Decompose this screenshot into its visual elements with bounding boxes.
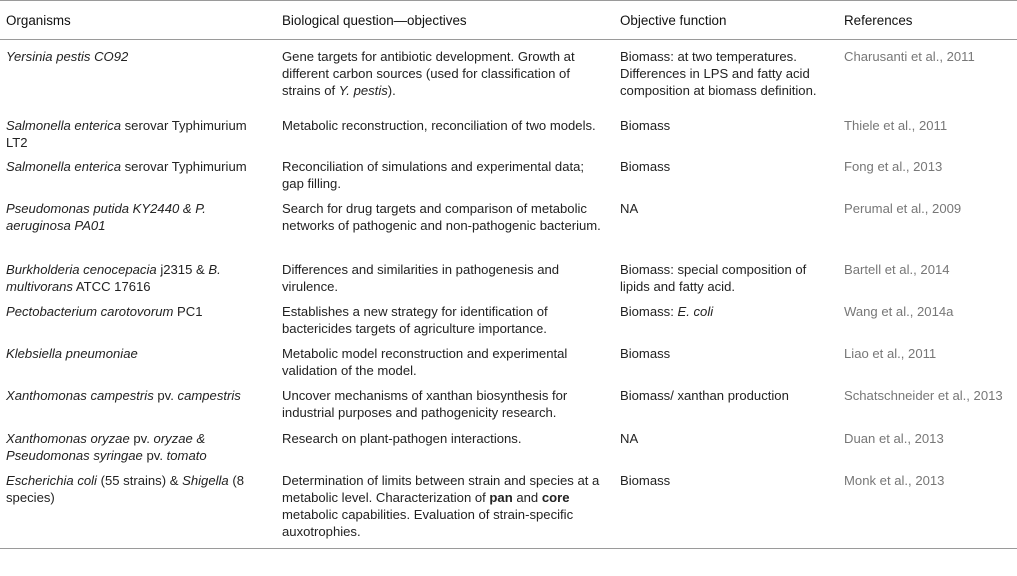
header-objective: Objective function bbox=[614, 1, 838, 40]
cell-reference: Fong et al., 2013 bbox=[844, 158, 943, 174]
cell-organism: Xanthomonas campestris pv. campestris bbox=[6, 387, 241, 403]
table-row bbox=[0, 339, 1017, 381]
cell-organism: Yersinia pestis CO92 bbox=[6, 49, 129, 64]
cell-reference: Schatschneider et al., 2013 bbox=[844, 387, 1003, 403]
cell-reference: Thiele et al., 2011 bbox=[844, 117, 948, 133]
table-row bbox=[0, 109, 1017, 152]
cell-question: Uncover mechanisms of xanthan biosynthesis for industrial purposes and pathogenicity research. bbox=[282, 387, 568, 420]
cell-question: Metabolic reconstruction, reconciliation of two models. bbox=[282, 117, 596, 133]
cell-objective: Biomass/ xanthan production bbox=[620, 387, 789, 403]
cell-organism: Burkholderia cenocepacia j2315 & B. multivorans ATCC 17616 bbox=[6, 261, 221, 294]
cell-question: Reconciliation of simulations and experimental data; gap filling. bbox=[282, 158, 585, 191]
cell-objective: Biomass: E. coli bbox=[620, 303, 714, 319]
cell-objective: NA bbox=[620, 200, 639, 216]
header-organisms: Organisms bbox=[0, 1, 276, 40]
cell-reference: Duan et al., 2013 bbox=[844, 430, 944, 446]
cell-organism: Salmonella enterica serovar Typhimurium bbox=[6, 158, 247, 174]
cell-question: Determination of limits between strain and species at a metabolic level. Characterization of pan and core metabolic capabilities. Evaluation of strain-specific auxotrophies. bbox=[276, 466, 614, 549]
table-row bbox=[0, 40, 1017, 109]
cell-reference: Liao et al., 2011 bbox=[844, 345, 937, 361]
cell-question: Differences and similarities in pathogenesis and virulence. bbox=[282, 261, 560, 294]
cell-question: Establishes a new strategy for identification of bactericides targets of agriculture importance. bbox=[282, 303, 548, 336]
cell-reference: Bartell et al., 2014 bbox=[844, 261, 950, 277]
table-row bbox=[0, 466, 1017, 549]
cell-question: Gene targets for antibiotic development. Growth at different carbon sources (used for classification of strains of Y. pestis). bbox=[282, 49, 575, 98]
cell-organism: Pseudomonas putida KY2440 & P. aeruginosa PA01 bbox=[6, 200, 206, 233]
cell-reference: Wang et al., 2014a bbox=[844, 303, 954, 319]
cell-organism: Xanthomonas oryzae pv. oryzae & Pseudomonas syringae pv. tomato bbox=[6, 430, 207, 463]
table-row bbox=[0, 297, 1017, 339]
cell-objective: Biomass bbox=[620, 117, 671, 133]
cell-objective: NA bbox=[620, 430, 639, 446]
cell-objective: Biomass bbox=[620, 345, 671, 361]
cell-question: Search for drug targets and comparison of metabolic networks of pathogenic and non-pathogenic bacterium. bbox=[282, 200, 601, 233]
cell-organism: Escherichia coli (55 strains) & Shigella (8 species) bbox=[0, 466, 276, 549]
cell-organism: Pectobacterium carotovorum PC1 bbox=[6, 303, 203, 319]
cell-reference: Perumal et al., 2009 bbox=[844, 200, 962, 216]
table-row bbox=[0, 194, 1017, 255]
header-references: References bbox=[838, 1, 1017, 40]
header-row bbox=[0, 1, 1017, 40]
cell-organism: Klebsiella pneumoniae bbox=[6, 345, 138, 361]
table-row bbox=[0, 424, 1017, 466]
cell-reference: Charusanti et al., 2011 bbox=[844, 49, 975, 64]
cell-objective: Biomass: special composition of lipids and fatty acid. bbox=[620, 261, 807, 294]
header-question: Biological question—objectives bbox=[276, 1, 614, 40]
table-row bbox=[0, 152, 1017, 194]
cell-objective: Biomass bbox=[620, 158, 671, 174]
cell-objective: Biomass bbox=[614, 466, 838, 549]
table-row bbox=[0, 381, 1017, 424]
table-row bbox=[0, 255, 1017, 297]
cell-organism: Salmonella enterica serovar Typhimurium LT2 bbox=[6, 117, 247, 150]
cell-objective: Biomass: at two temperatures. Differences in LPS and fatty acid composition at biomass definition. bbox=[620, 49, 817, 98]
cell-question: Research on plant-pathogen interactions. bbox=[282, 430, 522, 446]
cell-question: Metabolic model reconstruction and experimental validation of the model. bbox=[282, 345, 568, 378]
cell-reference: Monk et al., 2013 bbox=[838, 466, 1017, 549]
